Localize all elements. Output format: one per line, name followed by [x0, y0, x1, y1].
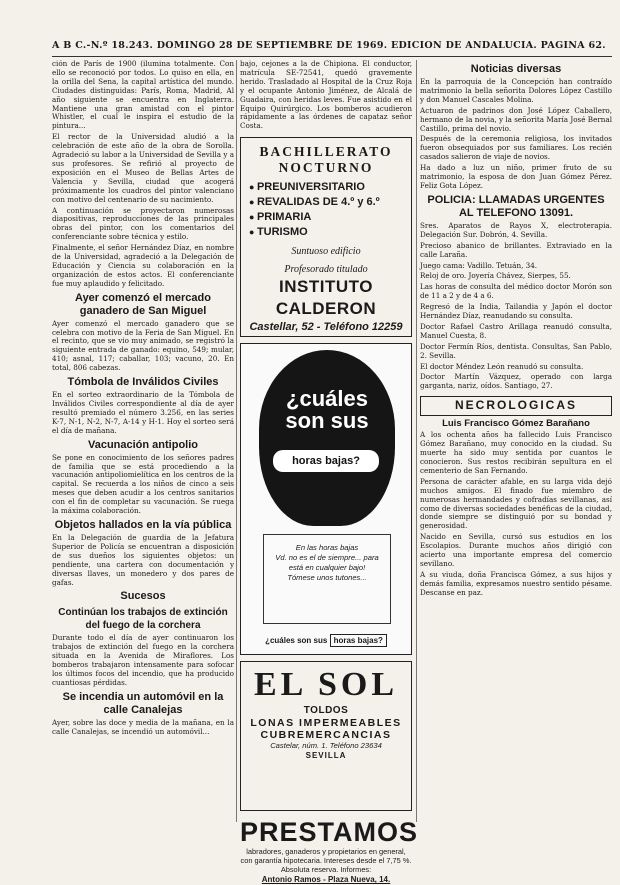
ad-slogan: [251, 634, 401, 648]
ad-question: [259, 388, 395, 432]
article-subheadline: Continúan los trabajos de extinción del fuego de la corchera: [58, 607, 228, 632]
article-paragraph: A continuación se proyectaron numerosas diapositivas, reproducciones de las principales obras del pintor, con los comentarios del conferenciante sobre técnica y estilo.: [52, 205, 234, 242]
ad-subtitle: Suntuoso edificio: [291, 246, 361, 258]
ad-el-sol: [240, 661, 412, 811]
ad-course-item: ● TURISMO: [249, 225, 403, 240]
article-paragraph: Doctor Martín Vázquez, operado con larga garganta, nariz, oídos. Santiago, 27.: [420, 372, 612, 391]
article-paragraph: Precioso abanico de brillantes. Extraviado en la calle Laraña.: [420, 240, 612, 259]
ad-course-list: [249, 180, 403, 240]
article-headline: Sucesos: [120, 590, 166, 603]
ad-city: SEVILLA: [305, 751, 347, 761]
ad-course-item: ● PREUNIVERSITARIO: [249, 180, 403, 195]
column-middle: [240, 59, 419, 885]
ad-institution: INSTITUTO CALDERON: [275, 277, 377, 319]
ad-line: LONAS IMPERMEABLES: [250, 717, 402, 730]
article-headline: Ayer comenzó el mercado ganadero de San Miguel: [75, 291, 211, 317]
article-headline: Vacunación antipolio: [87, 438, 199, 451]
article-paragraph: Actuaron de padrinos don José López Caballero, hermano de la novia, y la señorita María José Bernal Castillo, prima del novio.: [420, 105, 612, 133]
ad-dark-shape: [259, 350, 395, 526]
ad-body-line: Vd. no es el de siempre... para: [275, 553, 379, 563]
ad-line: TOLDOS: [303, 705, 349, 717]
ad-contact: Antonio Ramos - Plaza Nueva, 14.: [261, 875, 391, 885]
article-continuation: bajo, cejones a la de Chipiona. El conductor, matrícula SE-72541, quedó gravemente herido. Trasladado al Hospital de la Cruz Roja y el ocupante Antonio Jiménez, de Alcalá de Guadaira, con heridas leves. Fue asistido en el Equipo Quirúrgico. Los bomberos acudieron rápidamente a las órdenes de capataz señor Costa.: [240, 59, 412, 131]
ad-subtitle-2: Profesorado titulado: [284, 264, 368, 276]
header-rule: [52, 56, 612, 57]
article-paragraph: Ayer, sobre las doce y media de la mañana, en la calle Canalejas, se incendió un automóvil...: [52, 717, 234, 736]
ad-slogan-text: ¿cuáles son sus: [265, 636, 328, 646]
obituary-name: Luis Francisco Gómez Barañano: [442, 418, 590, 430]
ad-body-line: está en cualquier bajo!: [288, 563, 366, 573]
article-paragraph: En el sorteo extraordinario de la Tómbola de Inválidos Civiles correspondiente al día de ayer resultó premiado el número 3.256, en las series K-7, N-1, N-2, N-7, A-14 y H-1. Hoy el sorteo será el día de mañana.: [52, 390, 234, 435]
column-right: [420, 60, 612, 825]
article-paragraph: Nacido en Sevilla, cursó sus estudios en los Escolapios. Durante muchos años dirigió con acierto una importante empresa del comercio sevillano.: [420, 532, 612, 568]
article-paragraph: Regresó de la India, Tailandia y Japón el doctor Hernández Díaz, reanudando su consulta.: [420, 302, 612, 321]
column-left: [52, 60, 234, 825]
article-headline: Noticias diversas: [470, 63, 562, 75]
article-headline: POLICIA: LLAMADAS URGENTES AL TELEFONO 13091.: [427, 193, 605, 219]
ad-horas-bajas: [240, 343, 412, 655]
article-paragraph: Doctor Rafael Castro Arillaga reanudó consulta, Manuel Cuesta, 8.: [420, 321, 612, 340]
article-headline: Se incendia un automóvil en la calle Canalejas: [62, 690, 224, 716]
article-paragraph: ción de París de 1900 (ilumina totalmente. Con ello se reconoció por todos. Lo quiso en ella, en la orilla del Sena, la capital artística del mundo. Ciudades distinguidas: París, Roma, Madrid, Al año siguiente se encuentra en Inglaterra. Mantiene una gran amistad con el pintor Whistler, el cual le inspira el estudio de la pintura...: [52, 59, 234, 131]
ad-course-item: ● REVALIDAS DE 4.º y 6.º: [249, 195, 403, 210]
article-paragraph: El rector de la Universidad aludió a la celebración de este año de la obra de Sorolla. Agradeció su labor a la Universidad de Sevilla y a sus profesores. Se refirió al proyecto de exposición en el Museo de Bellas Artes de Valencia y Sevilla, ciudad que acogerá próximamente los cuadros del pintor valenciano con motivo del centenario de su nacimiento.: [52, 132, 234, 204]
article-paragraph: Ha dado a luz un niño, primer fruto de su matrimonio, la esposa de don Juan Gómez Pérez. Feliz Gota López.: [420, 163, 612, 190]
ad-slogan-box: horas bajas?: [330, 634, 387, 647]
ad-bachillerato: [240, 137, 412, 337]
article-paragraph: Después de la ceremonia religiosa, los invitados fueron obsequiados por sus familiares. Los recién casados salieron de viaje de novios.: [420, 134, 612, 162]
article-paragraph: Persona de carácter afable, en su larga vida dejó muchos amigos. El finado fue miembro de numerosas hermandades y cofradías sevillanas, así como de diversas sociedades benéficas de la ciudad, donde siempre se distinguió por su bondad y generosidad.: [420, 476, 612, 531]
ad-brand: EL SOL: [253, 666, 398, 704]
article-paragraph: En la Delegación de guardia de la Jefatura Superior de Policía se encuentran a disposición de sus dueños los siguientes objetos: un pendiente, una cartera con documentación y diversas llaves, un monedero y dos pares de gafas.: [52, 532, 234, 587]
ad-address: Castelar, núm. 1. Teléfono 23634: [270, 741, 382, 751]
article-headline: Tómbola de Inválidos Civiles: [67, 376, 219, 389]
article-paragraph: Reloj de oro. Joyería Chávez, Sierpes, 55.: [420, 271, 571, 281]
article-paragraph: A los ochenta años ha fallecido Luis Francisco Gómez Barañano, muy conocido en la ciudad. Su muerte ha sido muy sentida por cuantos le conocieron. Sus restos recibirán sepultura en el cementerio de San Fernando.: [420, 430, 612, 475]
column-divider: [236, 60, 237, 822]
ad-title-2: NOCTURNO: [278, 160, 374, 176]
ad-address: Castellar, 52 - Teléfono 12259: [249, 321, 403, 334]
column-divider: [416, 60, 417, 822]
ad-brand: PRESTAMOS: [240, 817, 419, 848]
ad-question-line2: son sus: [285, 408, 369, 434]
article-paragraph: Se pone en conocimiento de los señores padres de familia que se está procediendo a la vacunación antipoliomielítica en los centros de la capital. Se recuerda a los niños de cinco a seis meses que deben acudir a los centros sanitarios con el fin de completar su vacunación. Se ruega la máxima colaboración.: [52, 452, 234, 516]
ad-question-line1: ¿cuáles: [286, 386, 368, 412]
article-paragraph: Sres. Aparatos de Rayos X, electroterapia. Delegación Sur. Dobrón, 4. Sevilla.: [420, 220, 612, 239]
ad-text: labradores, ganaderos y propietarios en general, con garantía hipotecaria. Intereses desde el 7,75 %. Absoluta reserva. Informes:: [240, 847, 412, 875]
article-paragraph: Ayer comenzó el mercado ganadero que se celebra con motivo de la Feria de San Miguel. En el recinto, que se vio muy animado, se registró la siguiente entrada de ganado: equino, 549; mular, 410; asnal, 117; caballar, 103; vacuno, 20. En total, 806 cabezas.: [52, 318, 234, 373]
page-header: A B C.-N.º 18.243. DOMINGO 28 DE SEPTIEMBRE DE 1969. EDICION DE ANDALUCIA. PAGINA 62.: [52, 40, 606, 51]
article-paragraph: Las horas de consulta del médico doctor Morón son de 11 a 2 y de 4 a 6.: [420, 282, 612, 301]
section-title: NECROLOGICAS: [420, 396, 612, 416]
article-paragraph: A su viuda, doña Francisca Gómez, a sus hijos y demás familia, expresamos nuestro sentido pésame. Descanse en paz.: [420, 569, 612, 597]
ad-body-line: Tómese unos tutones...: [287, 573, 367, 583]
article-paragraph: En la parroquia de la Concepción han contraído matrimonio la bella señorita Dolores López Castillo y don Manuel Cascales Molina.: [420, 77, 612, 104]
ad-body-text: [263, 534, 391, 624]
article-paragraph: Durante todo el día de ayer continuaron los trabajos de extinción del fuego en la corchera situada en la Avenida de Miraflores. Los bomberos trabajaron intensamente para sofocar los últimos focos del incendio, que ha producido cuantiosas pérdidas.: [52, 633, 234, 687]
ad-course-item: ● PRIMARIA: [249, 210, 403, 225]
ad-body-line: En las horas bajas: [295, 543, 359, 553]
article-paragraph: Finalmente, el señor Hernández Díaz, en nombre de la Universidad, agradeció a la Delegación de Educación y Ciencia su colaboración en la organización de estos actos. El conferenciante fue muy aplaudido y felicitado.: [52, 243, 234, 288]
ad-prestamos: [240, 817, 419, 885]
article-paragraph: Juego cama: Vadillo. Tetuán, 34.: [420, 260, 538, 270]
article-paragraph: Doctor Fermín Ríos, dentista. Consultas, San Pablo, 2. Sevilla.: [420, 341, 612, 360]
article-paragraph: El doctor Méndez León reanudó su consulta.: [420, 361, 584, 371]
ad-question-badge: horas bajas?: [273, 450, 379, 472]
article-headline: Objetos hallados en la vía pública: [54, 518, 232, 531]
ad-line: CUBREMERCANCIAS: [260, 729, 392, 742]
ad-title: BACHILLERATO: [259, 144, 393, 160]
